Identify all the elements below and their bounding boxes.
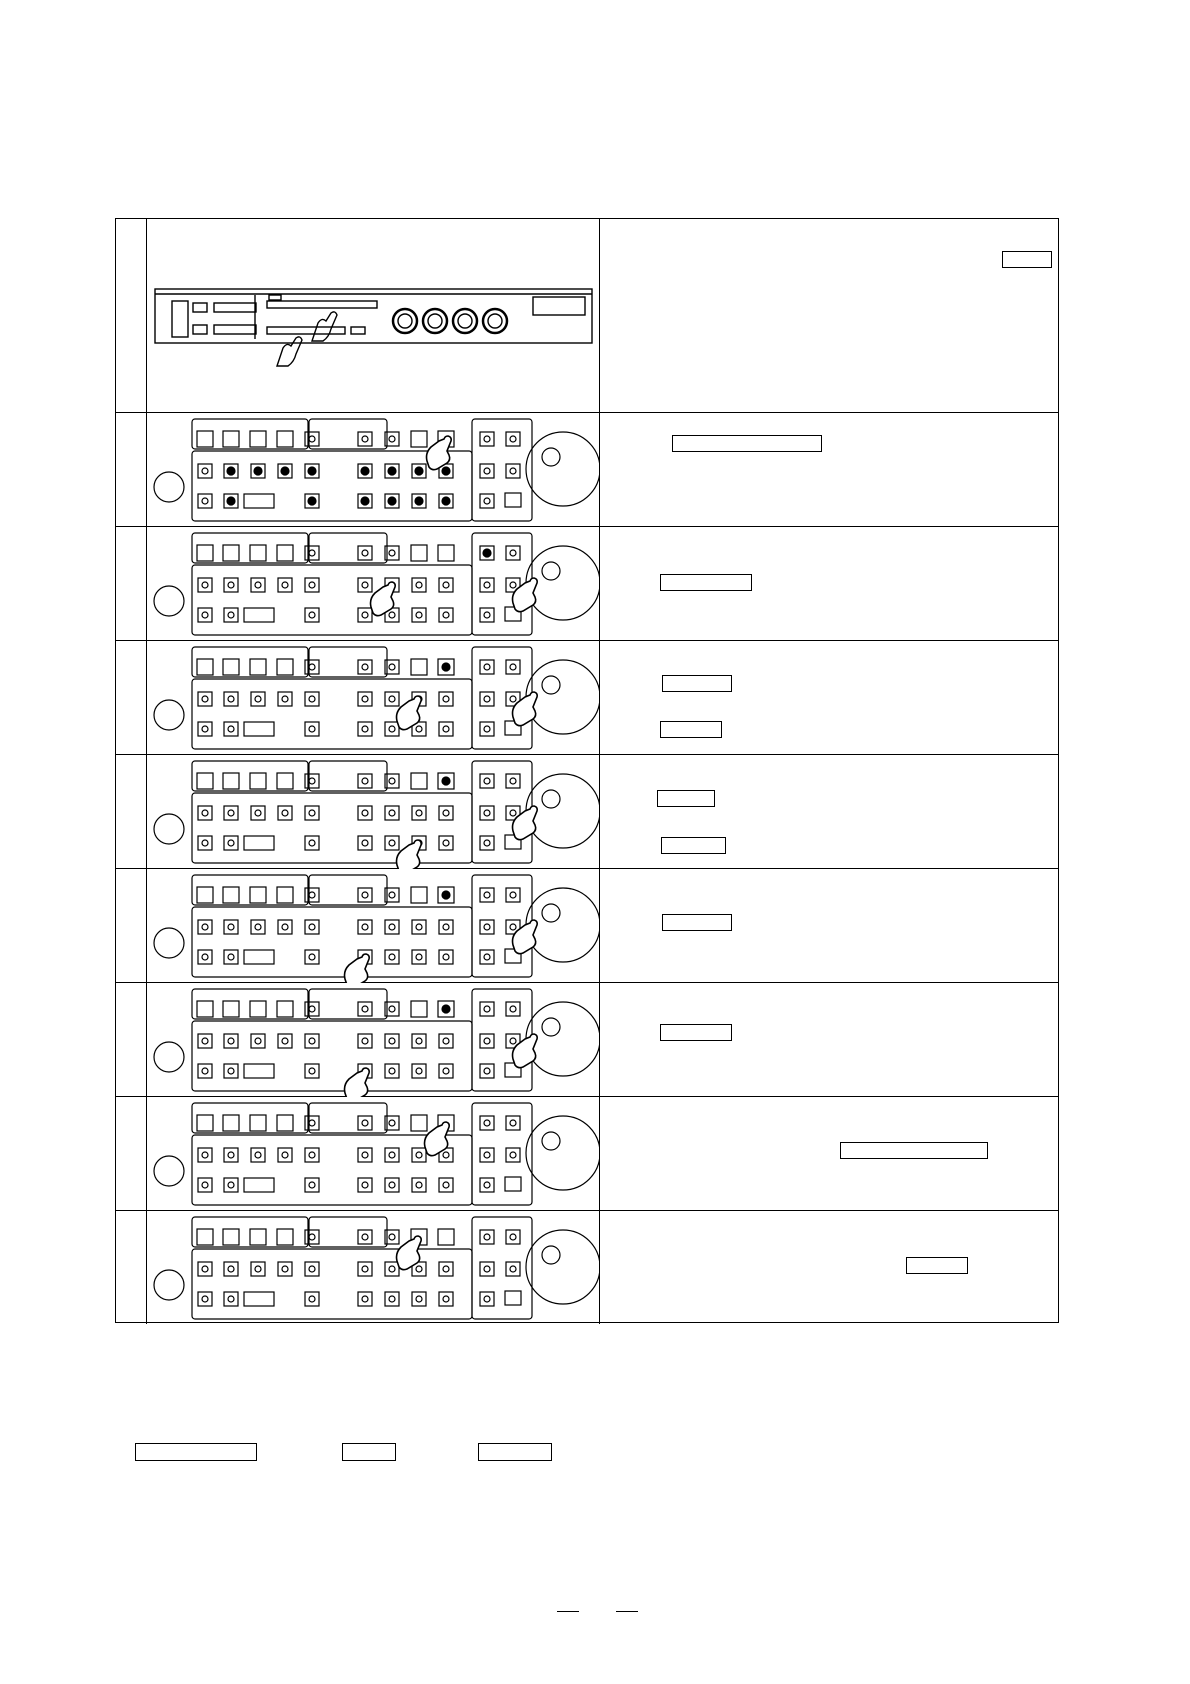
step-number-cell [116,983,147,1096]
step-number-cell [116,1211,147,1324]
hand-pointer-icon [345,1068,370,1097]
hand-pointer-icon [513,578,538,612]
control-panel-drawing [147,527,599,641]
jog-dial-icon [526,1230,599,1304]
key-label-box [840,1142,988,1159]
step-text-cell [600,983,1058,1096]
control-panel-illustration [147,1211,600,1324]
step-text-cell [600,869,1058,982]
step-number-cell [116,641,147,754]
step-row-3 [116,527,1058,641]
page-number-mark-left [557,1611,579,1612]
hand-pointer-icon [513,920,538,954]
bottom-key-box-3 [478,1443,552,1461]
step-number-cell [116,755,147,868]
key-label-box [661,837,726,854]
control-panel-drawing [147,641,599,755]
jog-dial-icon [526,432,599,506]
step-row-9 [116,1211,1058,1324]
step-text-cell [600,527,1058,640]
procedure-table [115,218,1059,1323]
step-row-5 [116,755,1058,869]
step-row-7 [116,983,1058,1097]
step-row-2 [116,413,1058,527]
bottom-key-box-1 [135,1443,257,1461]
step-row-8 [116,1097,1058,1211]
control-panel-illustration [147,413,600,526]
hand-pointer-icon [345,954,370,983]
step-text-cell [600,413,1058,526]
control-panel-drawing [147,983,599,1097]
key-label-box [660,1024,732,1041]
page-number-mark-right [616,1611,638,1612]
hand-pointer-icon [425,1122,450,1156]
control-panel-illustration [147,869,600,982]
step-text-cell [600,641,1058,754]
hand-pointer-icon [427,436,452,470]
hand-pointer-icon [397,840,422,869]
step-number-cell [116,413,147,526]
step-number-cell [116,527,147,640]
key-label-box [660,574,752,591]
control-panel-illustration [147,1097,600,1210]
control-panel-drawing [147,755,599,869]
key-label-box [657,790,715,807]
step-text-cell [600,1211,1058,1324]
step-text-cell [600,1097,1058,1210]
hand-pointer-icon [397,696,422,730]
control-panel-illustration [147,641,600,754]
key-label-box [672,435,822,452]
step-row-4 [116,641,1058,755]
key-label-box [906,1257,968,1274]
step-number-cell [116,1097,147,1210]
control-panel-drawing [147,1211,599,1324]
control-panel-drawing [147,413,599,527]
step-row-6 [116,869,1058,983]
step-number-cell [116,869,147,982]
hand-pointer-icon [513,692,538,726]
hand-pointer-icon [371,582,396,616]
front-panel-drawing [147,219,599,413]
hand-pointer-icon [513,1034,538,1068]
step-row-1 [116,219,1058,413]
key-label-box [1002,251,1052,268]
control-panel-drawing [147,1097,599,1211]
front-panel-illustration-cell [147,219,600,412]
jog-dial-icon [526,1116,599,1190]
control-panel-illustration [147,527,600,640]
key-label-box [662,914,732,931]
hand-pointer-icon [397,1236,422,1270]
control-panel-drawing [147,869,599,983]
bottom-key-box-2 [342,1443,396,1461]
step-text-cell [600,755,1058,868]
control-panel-illustration [147,983,600,1096]
key-label-box [662,675,732,692]
step-text-cell [600,219,1058,412]
hand-pointer-icon [513,806,538,840]
key-label-box [660,721,722,738]
step-number-cell [116,219,147,412]
control-panel-illustration [147,755,600,868]
